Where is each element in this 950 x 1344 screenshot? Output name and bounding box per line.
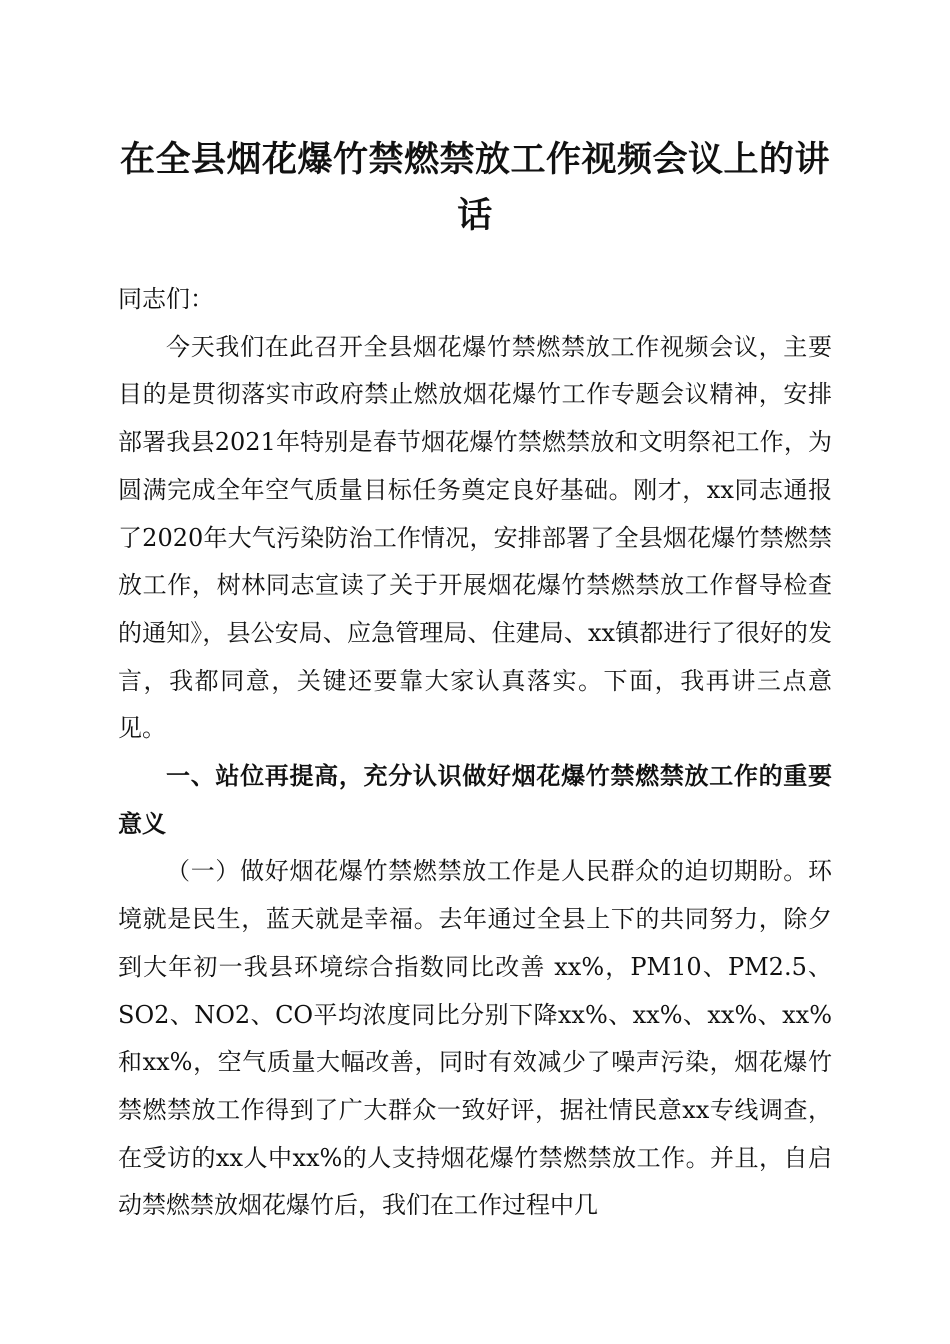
intro-paragraph: 今天我们在此召开全县烟花爆竹禁燃禁放工作视频会议，主要目的是贯彻落实市政府禁止燃放烟花爆竹工作专题会议精神，安排部署我县2021年特别是春节烟花爆竹禁燃禁放和文明祭祀工作，为圆满完成全年空气质量目标任务奠定良好基础。刚才，xx同志通报了2020年大气污染防治工作情况，安排部署了全县烟花爆竹禁燃禁放工作，树林同志宣读了关于开展烟花爆竹禁燃禁放工作督导检查的通知》，县公安局、应急管理局、住建局、xx镇都进行了很好的发言，我都同意，关键还要靠大家认真落实。下面，我再讲三点意见。: [118, 332, 832, 743]
document-body: [118, 276, 832, 1230]
subsection-paragraph-1-1: （一）做好烟花爆竹禁燃禁放工作是人民群众的迫切期盼。环境就是民生，蓝天就是幸福。去年通过全县上下的共同努力，除夕到大年初一我县环境综合指数同比改善 xx%，PM10、PM2.5、SO2、NO2、CO平均浓度同比分别下降xx%、xx%、xx%、xx%和xx%，空气质量大幅改善，同时有效减少了噪声污染，烟花爆竹禁燃禁放工作得到了广大群众一致好评，据社情民意xx专线调查，在受访的xx人中xx%的人支持烟花爆竹禁燃禁放工作。并且，自启动禁燃禁放烟花爆竹后，我们在工作过程中几: [118, 857, 832, 1220]
salutation: 同志们：: [118, 285, 214, 313]
section-heading-1: 一、站位再提高，充分认识做好烟花爆竹禁燃禁放工作的重要意义: [118, 762, 832, 838]
document-title: 在全县烟花爆竹禁燃禁放工作视频会议上的讲话: [119, 140, 830, 236]
